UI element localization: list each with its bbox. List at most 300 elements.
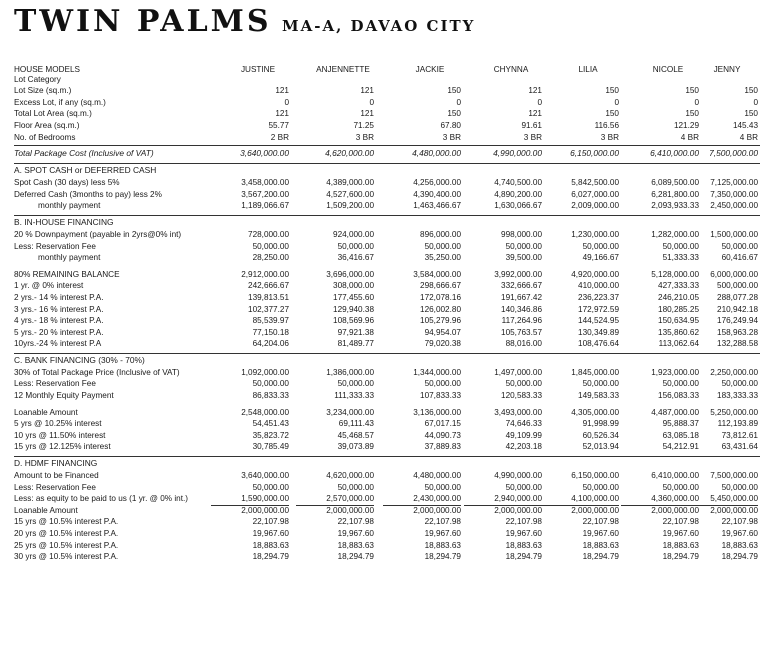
cell-value: 91.61 (521, 120, 542, 130)
cell-value: 19,967.60 (252, 529, 289, 538)
cell-value: 39,073.89 (337, 442, 374, 452)
cell-value: 6,410,000.00 (650, 148, 699, 159)
cell-value: 44,090.73 (424, 430, 461, 440)
row-label: 10 yrs @ 11.50% interest (14, 430, 106, 440)
cell-value: 42,203.18 (505, 442, 542, 452)
model-header: JUSTINE (240, 65, 276, 74)
table-row (14, 315, 760, 327)
total-package-row (14, 145, 760, 160)
row-label: Excess Lot, if any (sq.m.) (14, 97, 106, 107)
cell-value: 500,000.00 (717, 281, 758, 291)
table-row (14, 241, 760, 253)
cell-value: 4,990,000.00 (494, 471, 542, 481)
cell-value: 1,282,000.00 (651, 229, 699, 239)
cell-value: 5,128,000.00 (651, 269, 699, 279)
cell-value: 113,062.64 (658, 339, 699, 349)
cell-value: 0 (537, 97, 542, 107)
cell-value: 2,000,000.00 (241, 505, 289, 515)
table-row (14, 528, 760, 540)
cell-value: 1,923,000.00 (651, 367, 699, 377)
model-header: NICOLE (652, 65, 684, 74)
cell-value: 410,000.00 (578, 281, 619, 291)
cell-value: 4,256,000.00 (413, 178, 461, 188)
row-label: 15 yrs @ 12.125% interest (14, 442, 111, 452)
table-row (14, 292, 760, 304)
cell-value: 86,833.33 (252, 391, 289, 401)
cell-value: 3 BR (600, 132, 619, 142)
cell-value: 63,085.18 (662, 430, 699, 440)
cell-value: 308,000.00 (333, 281, 374, 291)
model-header: JACKIE (415, 65, 445, 74)
cell-value: 88,016.00 (505, 339, 542, 349)
cell-value: 50,000.00 (721, 241, 758, 251)
cell-value: 1,590,000.00 (211, 493, 289, 506)
cell-value: 3,493,000.00 (494, 407, 542, 417)
cell-value: 18,294.79 (662, 552, 699, 562)
cell-value: 3,136,000.00 (413, 407, 461, 417)
cell-value: 3,458,000.00 (241, 178, 289, 188)
spec-row (14, 132, 760, 144)
row-label: 20 yrs @ 10.5% interest P.A. (14, 529, 119, 538)
cell-value: 5,250,000.00 (710, 407, 758, 417)
cell-value: 150 (685, 86, 699, 96)
section-hdmf (14, 456, 760, 470)
table-row (14, 390, 760, 402)
cell-value: 37,889.83 (424, 442, 461, 452)
cell-value: 18,294.79 (721, 552, 758, 562)
cell-value: 3 BR (442, 132, 461, 142)
section-title: B. IN-HOUSE FINANCING (14, 216, 114, 227)
table-row (14, 441, 760, 453)
table-row (14, 493, 760, 505)
cell-value: 210,942.18 (717, 304, 758, 314)
cell-value: 236,223.37 (578, 292, 619, 302)
cell-value: 50,000.00 (582, 379, 619, 389)
cell-value: 18,883.63 (337, 540, 374, 550)
cell-value: 7,500,000.00 (709, 148, 758, 159)
cell-value: 3,696,000.00 (326, 269, 374, 279)
cell-value: 74,646.33 (505, 419, 542, 429)
cell-value: 158,963.28 (717, 327, 758, 337)
cell-value: 6,000,000.00 (710, 269, 758, 279)
cell-value: 4,390,400.00 (413, 189, 461, 199)
table-row (14, 304, 760, 316)
cell-value: 0 (456, 97, 461, 107)
model-header: CHYNNA (493, 65, 529, 74)
cell-value: 2 BR (270, 132, 289, 142)
section-title: D. HDMF FINANCING (14, 458, 98, 469)
cell-value: 121 (275, 86, 289, 96)
cell-value: 332,666.67 (501, 281, 542, 291)
cell-value: 4,740,500.00 (494, 178, 542, 188)
cell-value: 4,389,000.00 (326, 178, 374, 188)
row-label: 3 yrs.- 16 % interest P.A. (14, 304, 104, 314)
cell-value: 18,883.63 (252, 540, 289, 550)
cell-value: 67,017.15 (424, 419, 461, 429)
cell-value: 73,812.61 (721, 430, 758, 440)
cell-value: 132,288.58 (717, 339, 758, 349)
cell-value: 60,526.34 (582, 430, 619, 440)
row-label: 10yrs.-24 % interest P.A (14, 339, 102, 349)
cell-value: 121 (360, 109, 374, 119)
cell-value: 924,000.00 (333, 229, 374, 239)
table-row (14, 367, 760, 379)
cell-value: 6,410,000.00 (651, 471, 699, 481)
cell-value: 3,640,000.00 (240, 148, 289, 159)
cell-value: 427,333.33 (658, 281, 699, 291)
cell-value: 50,000.00 (252, 482, 289, 492)
row-label: 15 yrs @ 10.5% interest P.A. (14, 517, 119, 527)
cell-value: 6,281,800.00 (651, 189, 699, 199)
cell-value: 50,000.00 (424, 379, 461, 389)
header-label: HOUSE MODELS (14, 65, 80, 74)
table-row (14, 378, 760, 390)
row-label: monthly payment (38, 201, 101, 211)
table-row (14, 177, 760, 189)
cell-value: 298,666.67 (420, 281, 461, 291)
cell-value: 108,569.96 (333, 316, 374, 326)
cell-value: 105,279.96 (420, 316, 461, 326)
cell-value: 144,524.95 (578, 316, 619, 326)
cell-value: 1,189,066.67 (241, 201, 289, 211)
cell-value: 50,000.00 (505, 241, 542, 251)
cell-value: 2,940,000.00 (464, 493, 542, 506)
cell-value: 18,883.63 (505, 540, 542, 550)
cell-value: 2,000,000.00 (571, 505, 619, 515)
cell-value: 79,020.38 (424, 339, 461, 349)
section-title: A. SPOT CASH or DEFERRED CASH (14, 165, 157, 176)
spec-row (14, 85, 760, 97)
cell-value: 50,000.00 (337, 482, 374, 492)
row-label: 25 yrs @ 10.5% interest P.A. (14, 540, 119, 550)
cell-value: 91,998.99 (582, 419, 619, 429)
cell-value: 150 (744, 109, 758, 119)
cell-value: 150 (605, 86, 619, 96)
cell-value: 4,527,600.00 (326, 189, 374, 199)
cell-value: 67.80 (440, 120, 461, 130)
table-row (14, 516, 760, 528)
cell-value: 52,013.94 (582, 442, 619, 452)
table-row (14, 470, 760, 482)
cell-value: 35,250.00 (424, 253, 461, 263)
row-label: Loanable Amount (14, 505, 78, 515)
row-label: Less: as equity to be paid to us (1 yr. @ 0% int.) (14, 494, 188, 504)
cell-value: 121 (528, 86, 542, 96)
cell-value: 3,640,000.00 (241, 471, 289, 481)
cell-value: 49,166.67 (582, 253, 619, 263)
cell-value: 45,468.57 (337, 430, 374, 440)
cell-value: 1,509,200.00 (326, 201, 374, 211)
table-row (14, 269, 760, 281)
cell-value: 85,539.97 (252, 316, 289, 326)
row-label: 2 yrs.- 14 % interest P.A. (14, 292, 104, 302)
cell-value: 50,000.00 (662, 241, 699, 251)
cell-value: 176,249.94 (717, 316, 758, 326)
cell-value: 19,967.60 (337, 529, 374, 538)
cell-value: 0 (753, 97, 758, 107)
row-label: Spot Cash (30 days) less 5% (14, 178, 120, 188)
table-row (14, 430, 760, 442)
cell-value: 3,584,000.00 (413, 269, 461, 279)
cell-value: 4,487,000.00 (651, 407, 699, 417)
cell-value: 728,000.00 (248, 229, 289, 239)
cell-value: 3 BR (355, 132, 374, 142)
cell-value: 191,667.42 (501, 292, 542, 302)
cell-value: 121 (360, 86, 374, 96)
cell-value: 50,000.00 (337, 379, 374, 389)
cell-value: 35,823.72 (252, 430, 289, 440)
cell-value: 130,349.89 (578, 327, 619, 337)
cell-value: 1,386,000.00 (326, 367, 374, 377)
cell-value: 1,630,066.67 (494, 201, 542, 211)
row-label: Loanable Amount (14, 407, 78, 417)
row-label: 80% REMAINING BALANCE (14, 269, 120, 279)
cell-value: 2,570,000.00 (296, 493, 374, 506)
model-header: ANJENNETTE (316, 65, 370, 74)
cell-value: 81,489.77 (337, 339, 374, 349)
cell-value: 19,967.60 (582, 529, 619, 538)
cell-value: 50,000.00 (662, 482, 699, 492)
cell-value: 111,333.33 (334, 391, 374, 401)
cell-value: 3,567,200.00 (241, 189, 289, 199)
cell-value: 7,125,000.00 (710, 178, 758, 188)
cell-value: 150 (447, 109, 461, 119)
cell-value: 7,350,000.00 (710, 189, 758, 199)
cell-value: 39,500.00 (505, 253, 542, 263)
row-label: 5 yrs @ 10.25% interest (14, 419, 102, 429)
row-label: Lot Category (14, 74, 61, 84)
row-label: 30% of Total Package Price (Inclusive of VAT) (14, 367, 180, 377)
spec-row (14, 74, 760, 86)
cell-value: 18,294.79 (252, 552, 289, 562)
cell-value: 1,463,466.67 (413, 201, 461, 211)
header-row (14, 62, 760, 74)
row-label: Floor Area (sq.m.) (14, 120, 80, 130)
cell-value: 140,346.86 (501, 304, 542, 314)
cell-value: 135,860.62 (658, 327, 699, 337)
cell-value: 4,480,000.00 (413, 471, 461, 481)
cell-value: 77,150.18 (252, 327, 289, 337)
row-label: Total Package Cost (Inclusive of VAT) (14, 148, 154, 159)
cell-value: 4,990,000.00 (493, 148, 542, 159)
row-label: Deferred Cash (3months to pay) less 2% (14, 189, 162, 199)
cell-value: 64,204.06 (252, 339, 289, 349)
project-name: TWIN PALMS (14, 4, 272, 39)
cell-value: 288,077.28 (717, 292, 758, 302)
cell-value: 22,107.98 (252, 517, 289, 527)
spec-row (14, 97, 760, 109)
cell-value: 19,967.60 (721, 529, 758, 538)
cell-value: 2,000,000.00 (413, 505, 461, 515)
cell-value: 30,785.49 (252, 442, 289, 452)
cell-value: 22,107.98 (424, 517, 461, 527)
cell-value: 2,000,000.00 (326, 505, 374, 515)
cell-value: 4,920,000.00 (571, 269, 619, 279)
cell-value: 2,000,000.00 (710, 505, 758, 515)
cell-value: 54,451.43 (252, 419, 289, 429)
cell-value: 1,344,000.00 (413, 367, 461, 377)
cell-value: 2,250,000.00 (710, 367, 758, 377)
table-row (14, 280, 760, 292)
cell-value: 3 BR (523, 132, 542, 142)
table-row (14, 551, 760, 563)
cell-value: 896,000.00 (420, 229, 461, 239)
cell-value: 4,620,000.00 (325, 148, 374, 159)
cell-value: 18,294.79 (582, 552, 619, 562)
page-title (14, 4, 475, 38)
cell-value: 18,883.63 (662, 540, 699, 550)
cell-value: 50,000.00 (252, 241, 289, 251)
table-row (14, 189, 760, 201)
cell-value: 172,972.59 (578, 304, 619, 314)
cell-value: 60,416.67 (721, 253, 758, 263)
cell-value: 145.43 (732, 120, 758, 130)
cell-value: 18,294.79 (424, 552, 461, 562)
cell-value: 95,888.37 (662, 419, 699, 429)
cell-value: 5,842,500.00 (571, 178, 619, 188)
project-location: MA-A, DAVAO CITY (282, 17, 476, 35)
row-label: 30 yrs @ 10.5% interest P.A. (14, 552, 119, 562)
table-row (14, 418, 760, 430)
cell-value: 116.56 (594, 120, 619, 130)
cell-value: 2,450,000.00 (710, 201, 758, 211)
cell-value: 121.29 (673, 120, 699, 130)
cell-value: 4,100,000.00 (541, 493, 619, 506)
cell-value: 0 (614, 97, 619, 107)
cell-value: 6,027,000.00 (571, 189, 619, 199)
cell-value: 126,002.80 (420, 304, 461, 314)
cell-value: 4,620,000.00 (326, 471, 374, 481)
cell-value: 94,954.07 (424, 327, 461, 337)
cell-value: 129,940.38 (333, 304, 374, 314)
cell-value: 150 (605, 109, 619, 119)
row-label: monthly payment (38, 253, 101, 263)
spec-row (14, 108, 760, 120)
cell-value: 183,333.33 (717, 391, 758, 401)
table-row (14, 200, 760, 212)
cell-value: 36,416.67 (337, 253, 374, 263)
cell-value: 172,078.16 (420, 292, 461, 302)
table-row (14, 505, 760, 517)
cell-value: 107,833.33 (420, 391, 461, 401)
cell-value: 121 (275, 109, 289, 119)
cell-value: 4,480,000.00 (412, 148, 461, 159)
cell-value: 105,763.57 (501, 327, 542, 337)
row-label: 5 yrs.- 20 % interest P.A. (14, 327, 104, 337)
cell-value: 4 BR (680, 132, 699, 142)
cell-value: 2,009,000.00 (571, 201, 619, 211)
cell-value: 50,000.00 (505, 482, 542, 492)
row-label: Less: Reservation Fee (14, 379, 96, 389)
cell-value: 150 (447, 86, 461, 96)
cell-value: 18,294.79 (505, 552, 542, 562)
cell-value: 28,250.00 (252, 253, 289, 263)
row-label: No. of Bedrooms (14, 132, 76, 142)
cell-value: 22,107.98 (505, 517, 542, 527)
table-row (14, 540, 760, 552)
cell-value: 4 BR (739, 132, 758, 142)
cell-value: 50,000.00 (337, 241, 374, 251)
section-spot-cash (14, 163, 760, 177)
price-list-table (14, 62, 760, 563)
cell-value: 180,285.25 (658, 304, 699, 314)
section-title: C. BANK FINANCING (30% - 70%) (14, 354, 145, 365)
cell-value: 3,992,000.00 (494, 269, 542, 279)
cell-value: 69,111.43 (338, 419, 374, 429)
cell-value: 998,000.00 (501, 229, 542, 239)
cell-value: 1,092,000.00 (241, 367, 289, 377)
cell-value: 18,883.63 (582, 540, 619, 550)
row-label: Amount to be Financed (14, 471, 99, 481)
cell-value: 50,000.00 (662, 379, 699, 389)
cell-value: 2,548,000.00 (241, 407, 289, 417)
row-label: 1 yr. @ 0% interest (14, 281, 84, 291)
cell-value: 19,967.60 (424, 529, 461, 538)
cell-value: 6,089,500.00 (651, 178, 699, 188)
cell-value: 3,234,000.00 (326, 407, 374, 417)
cell-value: 50,000.00 (505, 379, 542, 389)
model-header: JENNY (713, 65, 741, 74)
cell-value: 242,666.67 (248, 281, 289, 291)
cell-value: 49,109.99 (505, 430, 542, 440)
row-label: Lot Size (sq.m.) (14, 86, 72, 96)
cell-value: 120,583.33 (501, 391, 542, 401)
cell-value: 22,107.98 (662, 517, 699, 527)
cell-value: 2,093,933.33 (651, 201, 699, 211)
row-label: Total Lot Area (sq.m.) (14, 109, 92, 119)
table-row (14, 407, 760, 419)
table-row (14, 229, 760, 241)
cell-value: 1,845,000.00 (571, 367, 619, 377)
cell-value: 112,193.89 (717, 419, 758, 429)
cell-value: 2,000,000.00 (651, 505, 699, 515)
cell-value: 22,107.98 (337, 517, 374, 527)
table-row (14, 482, 760, 494)
row-label: Less: Reservation Fee (14, 241, 96, 251)
cell-value: 22,107.98 (721, 517, 758, 527)
section-in-house (14, 215, 760, 229)
table-row (14, 327, 760, 339)
cell-value: 117,264.96 (501, 316, 542, 326)
section-bank (14, 353, 760, 367)
cell-value: 0 (694, 97, 699, 107)
cell-value: 50,000.00 (721, 379, 758, 389)
cell-value: 50,000.00 (252, 379, 289, 389)
cell-value: 4,890,200.00 (494, 189, 542, 199)
cell-value: 139,813.51 (248, 292, 289, 302)
cell-value: 150,634.95 (658, 316, 699, 326)
cell-value: 0 (284, 97, 289, 107)
table-row (14, 252, 760, 264)
cell-value: 97,921.38 (337, 327, 374, 337)
cell-value: 4,305,000.00 (571, 407, 619, 417)
row-label: 12 Monthly Equity Payment (14, 391, 114, 401)
cell-value: 156,083.33 (658, 391, 699, 401)
cell-value: 1,500,000.00 (710, 229, 758, 239)
cell-value: 50,000.00 (424, 482, 461, 492)
row-label: Less: Reservation Fee (14, 482, 96, 492)
row-label: 4 yrs.- 18 % interest P.A. (14, 316, 104, 326)
cell-value: 50,000.00 (582, 241, 619, 251)
model-header: LILIA (578, 65, 598, 74)
cell-value: 71.25 (353, 120, 374, 130)
cell-value: 6,150,000.00 (570, 148, 619, 159)
cell-value: 5,450,000.00 (680, 493, 758, 506)
cell-value: 2,912,000.00 (241, 269, 289, 279)
cell-value: 121 (528, 109, 542, 119)
row-label: 20 % Downpayment (payable in 2yrs@0% int) (14, 229, 182, 239)
cell-value: 55.77 (268, 120, 289, 130)
